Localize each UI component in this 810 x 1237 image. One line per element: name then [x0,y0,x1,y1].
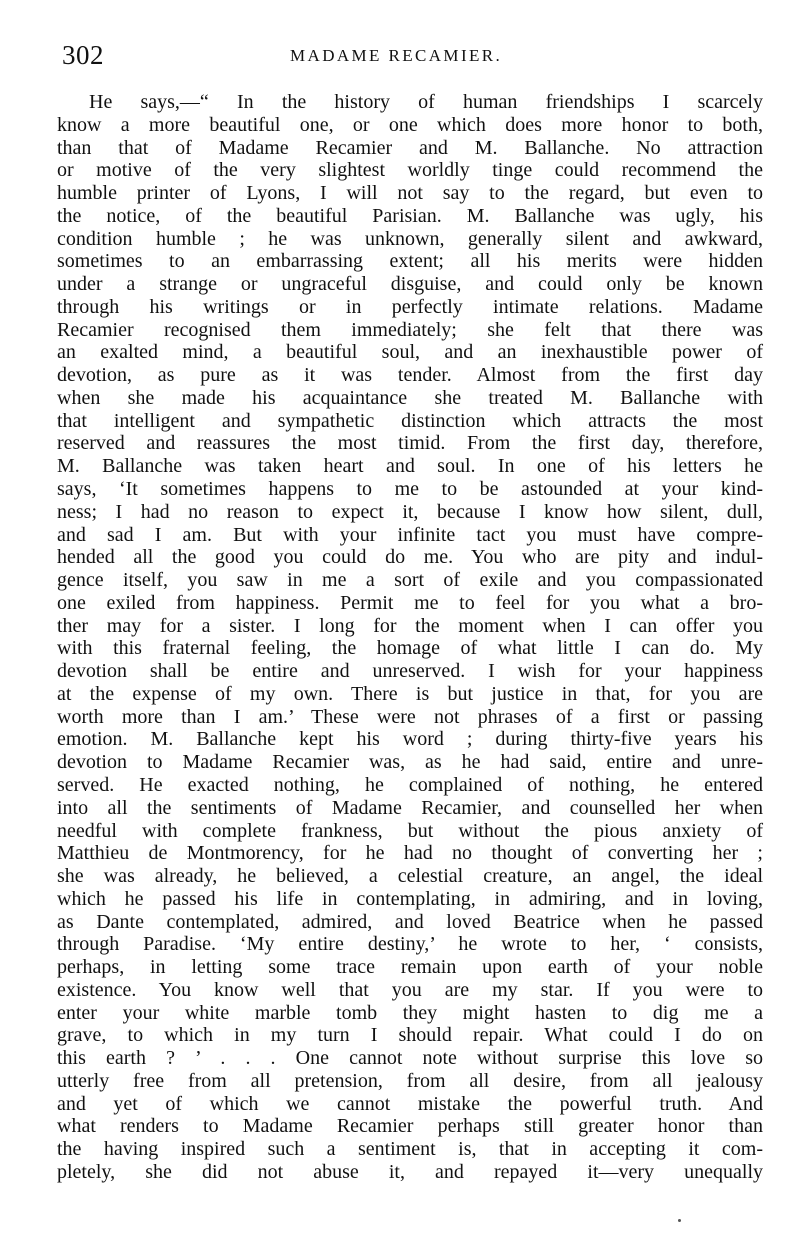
text-line: as Dante contemplated, admired, and loved Beatrice when he passed [57,910,763,933]
text-line: an exalted mind, a beautiful soul, and an inexhaustible power of [57,341,763,364]
text-line: pletely, she did not abuse it, and repayed it—very unequally [57,1160,763,1183]
text-line: into all the sentiments of Madame Recamier, and counselled her when [57,796,763,819]
text-line: under a strange or ungraceful disguise, and could only be known [57,273,763,296]
text-line: sometimes to an embarrassing extent; all his merits were hidden [57,250,763,273]
text-line: one exiled from happiness. Permit me to feel for you what a bro- [57,591,763,614]
text-line: and sad I am. But with your infinite tact you must have compre- [57,523,763,546]
text-line: the having inspired such a sentiment is, that in accepting it com- [57,1138,763,1161]
text-line: through his writings or in perfectly intimate relations. Madame [57,295,763,318]
text-line: enter your white marble tomb they might hasten to dig me a [57,1001,763,1024]
text-line: perhaps, in letting some trace remain upon earth of your noble [57,956,763,979]
text-line: devotion, as pure as it was tender. Almost from the first day [57,364,763,387]
text-line: hended all the good you could do me. You who are pity and indul- [57,546,763,569]
text-line: which he passed his life in contemplating, in admiring, and in loving, [57,887,763,910]
running-title: MADAME RECAMIER. [290,46,503,65]
text-line: grave, to which in my turn I should repair. What could I do on [57,1024,763,1047]
text-line: says, ‘It sometimes happens to me to be astounded at your kind- [57,478,763,501]
text-line: ther may for a sister. I long for the moment when I can offer you [57,614,763,637]
text-line: existence. You know well that you are my star. If you were to [57,978,763,1001]
body-paragraph [57,91,763,1184]
text-line: know a more beautiful one, or one which does more honor to both, [57,113,763,136]
text-line: ness; I had no reason to expect it, because I know how silent, dull, [57,500,763,523]
text-line: gence itself, you saw in me a sort of exile and you compassionated [57,569,763,592]
page-number: 302 [62,40,104,70]
text-line: at the expense of my own. There is but justice in that, for you are [57,682,763,705]
text-line: that intelligent and sympathetic distinction which attracts the most [57,409,763,432]
text-line: needful with complete frankness, but without the pious anxiety of [57,819,763,842]
text-line: the notice, of the beautiful Parisian. M. Ballanche was ugly, his [57,204,763,227]
text-line: M. Ballanche was taken heart and soul. In one of his letters he [57,455,763,478]
text-line: devotion shall be entire and unreserved. I wish for your happiness [57,660,763,683]
text-line: with this fraternal feeling, the homage of what little I can do. My [57,637,763,660]
text-line: humble printer of Lyons, I will not say to the regard, but even to [57,182,763,205]
text-line: or motive of the very slightest worldly tinge could recommend the [57,159,763,182]
print-speck [678,1219,681,1222]
text-line: than that of Madame Recamier and M. Ballanche. No attraction [57,136,763,159]
text-line: this earth ? ’ . . . One cannot note without surprise this love so [57,1047,763,1070]
text-line: served. He exacted nothing, he complained of nothing, he entered [57,773,763,796]
text-line: utterly free from all pretension, from all desire, from all jealousy [57,1069,763,1092]
text-line: she was already, he believed, a celestial creature, an angel, the ideal [57,865,763,888]
text-line: Matthieu de Montmorency, for he had no thought of converting her ; [57,842,763,865]
text-line: and yet of which we cannot mistake the powerful truth. And [57,1092,763,1115]
text-line: condition humble ; he was unknown, generally silent and awkward, [57,227,763,250]
text-line: reserved and reassures the most timid. From the first day, therefore, [57,432,763,455]
text-line: what renders to Madame Recamier perhaps still greater honor than [57,1115,763,1138]
text-line: through Paradise. ‘My entire destiny,’ he wrote to her, ‘ consists, [57,933,763,956]
text-line: devotion to Madame Recamier was, as he had said, entire and unre- [57,751,763,774]
text-line: Recamier recognised them immediately; she felt that there was [57,318,763,341]
text-line: worth more than I am.’ These were not phrases of a first or passing [57,705,763,728]
text-line: emotion. M. Ballanche kept his word ; during thirty-five years his [57,728,763,751]
text-line: He says,—“ In the history of human friendships I scarcely [89,91,763,113]
text-line: when she made his acquaintance she treated M. Ballanche with [57,386,763,409]
